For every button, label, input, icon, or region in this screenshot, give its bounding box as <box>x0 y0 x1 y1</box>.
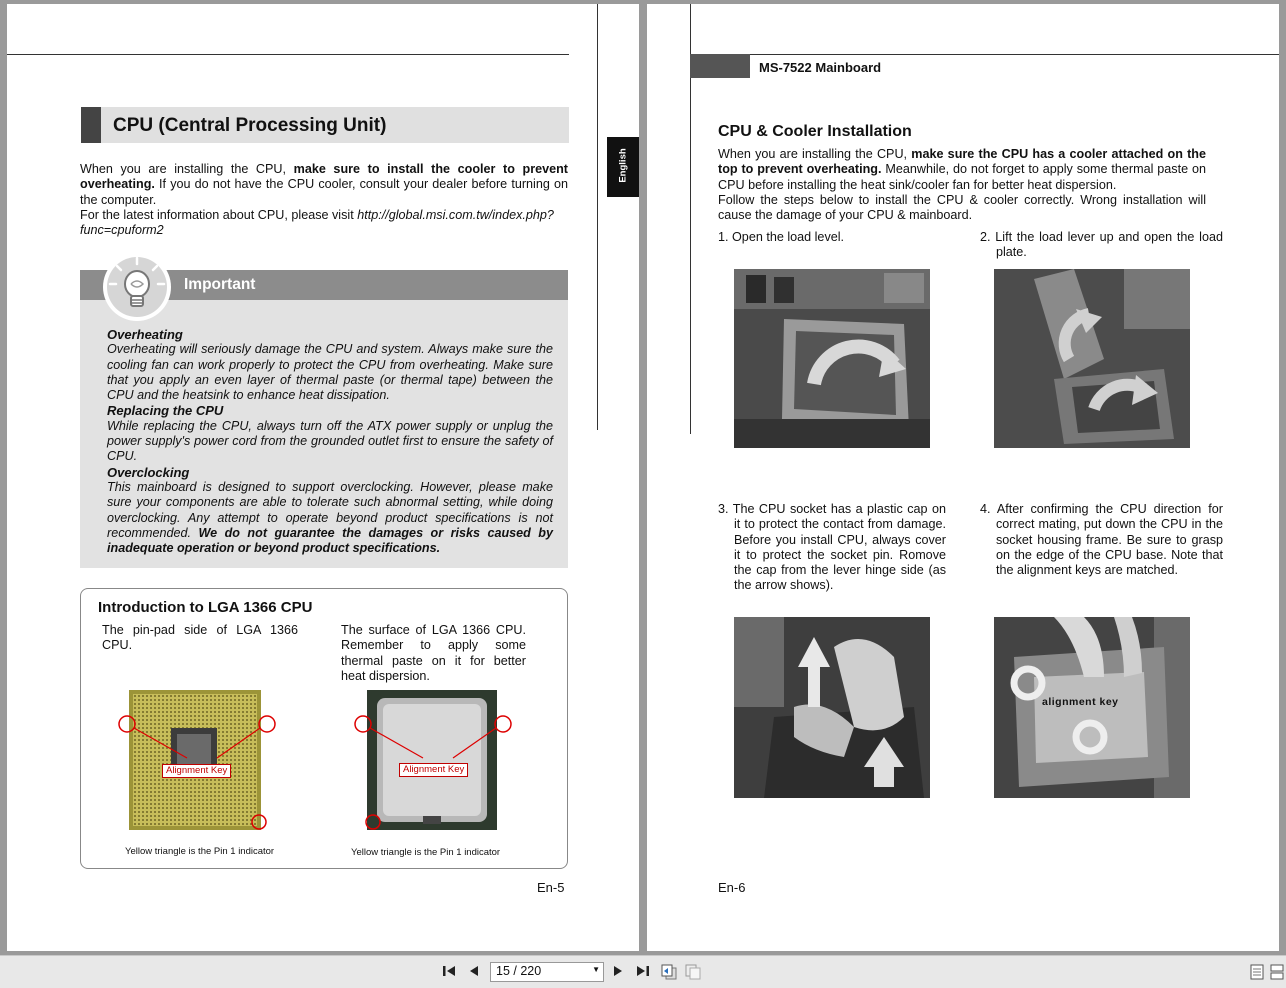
prev-page-icon[interactable] <box>468 964 480 982</box>
next-page-icon[interactable] <box>612 964 624 982</box>
overclocking-warning: We do not guarantee the damages or risks caused by inadequate operation or beyond product specifications. <box>107 525 554 556</box>
overclocking-heading: Overclocking <box>107 464 190 480</box>
last-page-icon[interactable] <box>636 964 650 982</box>
language-tab <box>607 137 639 197</box>
important-title: Important <box>184 276 256 293</box>
intro-text: When you are installing the CPU, make sure to install the cooler to prevent overheating. If you do not have the CPU cooler, consult your dealer before turning on the computer. For the latest information about CPU, please visit http://global.msi.com.tw/index.php?func=cpuform2 <box>80 162 568 238</box>
step-4: 4. After confirming the CPU direction for correct mating, put down the CPU in the socket housing frame. Be sure to grasp on the edge of the CPU base. Note that the alignment keys are matched. <box>980 502 1223 578</box>
alignment-key-photo-label: alignment key <box>1042 696 1119 708</box>
page-title: CPU (Central Processing Unit) <box>113 115 387 136</box>
continuous-view-icon[interactable] <box>1270 964 1284 984</box>
board-model-header: MS-7522 Mainboard <box>759 60 882 75</box>
forward-view-icon[interactable] <box>684 964 702 984</box>
page-number-input[interactable] <box>490 962 604 982</box>
section-title-bar <box>81 107 569 143</box>
alignment-key-label-left: Alignment Key <box>162 764 231 778</box>
step-2: 2. Lift the load lever up and open the load plate. <box>980 230 1223 260</box>
install-intro: When you are installing the CPU, make sure the CPU has a cooler attached on the top to prevent overheating. Meanwhile, do not forget to apply some thermal paste on CPU before installing the heat sink/cooler fan for better heat dispersion. Follow the steps below to install the CPU & cooler correctly. Wrong installation will cause the damage of your CPU & mainboard. <box>718 147 1206 223</box>
step-1: 1. Open the load level. <box>718 230 845 244</box>
page-number-right: En-6 <box>718 880 746 895</box>
install-title: CPU & Cooler Installation <box>718 123 912 140</box>
replacing-text: While replacing the CPU, always turn off the ATX power supply or unplug the power supply's power cord from the grounded outlet first to ensure the safety of CPU. <box>107 418 553 464</box>
lga-intro-box <box>80 588 568 869</box>
cpu-support-link[interactable]: http://global.msi.com.tw/index.php?func=cpuform2 <box>80 207 554 238</box>
alignment-key-label-right: Alignment Key <box>399 763 468 777</box>
language-tab-label: English <box>617 148 629 183</box>
overheating-text: Overheating will seriously damage the CPU and system. Always make sure the cooling fan can work properly to protect the CPU from overheating. Make sure that you apply an even layer of thermal paste (or thermal tape) between the CPU and the heatsink to enhance heat dissipation. <box>107 342 553 403</box>
back-view-icon[interactable] <box>660 964 678 984</box>
center-rule <box>597 4 598 430</box>
step-3: 3. The CPU socket has a plastic cap on it to protect the contact from damage. Before you install CPU, always cover it to protect the socket pin. Romove the cap from the lever hinge side (as the arrow shows). <box>718 502 946 593</box>
step-1-photo <box>734 269 930 448</box>
lga-title: Introduction to LGA 1366 CPU <box>98 599 313 616</box>
right-page <box>647 4 1279 951</box>
page-dropdown-icon[interactable]: ▼ <box>592 965 600 974</box>
left-page <box>7 4 639 951</box>
step-3-photo <box>734 617 930 798</box>
surface-caption: Yellow triangle is the Pin 1 indicator <box>351 847 501 858</box>
viewer-toolbar <box>0 955 1286 988</box>
right-header-rule <box>690 54 1279 55</box>
important-box <box>80 270 568 568</box>
surface-text: The surface of LGA 1366 CPU. Remember to apply some thermal paste on it for better heat dispersion. <box>341 623 526 683</box>
header-accent <box>690 54 750 78</box>
step-2-photo <box>994 269 1190 448</box>
step-4-photo <box>994 617 1190 798</box>
page-number-value: 15 / 220 <box>496 964 542 978</box>
single-page-view-icon[interactable] <box>1250 964 1264 984</box>
pin-side-text: The pin-pad side of LGA 1366 CPU. <box>102 623 298 653</box>
overclocking-text: This mainboard is designed to support overclocking. However, please make sure your components are able to tolerate such abnormal setting, while doing overclocking. Any attempt to operate beyond product specifications is not recommended. <box>107 479 553 540</box>
title-accent <box>81 107 101 143</box>
page-number-left: En-5 <box>537 880 565 895</box>
first-page-icon[interactable] <box>442 964 456 982</box>
pin-side-caption: Yellow triangle is the Pin 1 indicator <box>125 846 275 857</box>
important-body <box>107 327 553 556</box>
lightbulb-icon <box>100 250 174 329</box>
overheating-heading: Overheating <box>107 327 183 342</box>
replacing-heading: Replacing the CPU <box>107 403 224 419</box>
header-rule <box>7 54 569 55</box>
